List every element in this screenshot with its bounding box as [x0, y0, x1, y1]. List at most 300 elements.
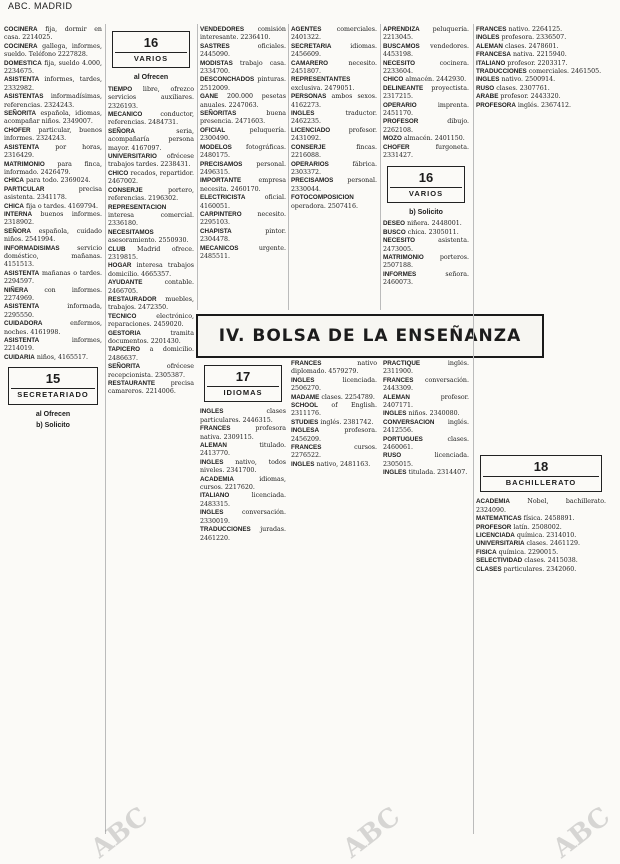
subsection-request: b) Solicito — [36, 422, 70, 430]
ad-text: chica. 2305011. — [407, 228, 459, 236]
ad-heading: FRANCES — [200, 425, 231, 433]
ad-heading: ITALIANO — [476, 59, 506, 67]
ad-text: furgoneta. 2331427. — [383, 143, 469, 160]
ad-heading: MECANICOS — [200, 244, 239, 252]
classified-ad — [291, 93, 377, 110]
classified-ad — [200, 408, 286, 425]
ad-text: clases. 2461129. — [526, 540, 581, 548]
ad-text: pinturas. 2512009. — [200, 76, 286, 92]
classified-ad — [476, 51, 606, 59]
classified-ad — [200, 211, 286, 228]
ads-list — [383, 26, 469, 161]
watermark-logo: ABC — [337, 801, 406, 864]
ad-heading: ASISTENTA — [4, 143, 40, 151]
classified-ad — [4, 287, 102, 304]
classified-ad — [108, 346, 194, 363]
ad-text: comerciales. 2401322. — [291, 26, 377, 42]
classified-ad — [4, 337, 102, 354]
classified-ad — [383, 60, 469, 77]
classified-ad — [383, 43, 469, 60]
ad-heading: ALEMAN — [476, 42, 503, 50]
ad-heading: RUSO — [476, 84, 495, 92]
ad-text: licenciada. 2305015. — [383, 452, 469, 468]
ad-heading: PROFESOR — [383, 118, 419, 126]
classified-ad — [108, 111, 194, 128]
classified-ad — [291, 394, 377, 402]
classified-ad — [108, 170, 194, 187]
ad-heading: PORTUGUES — [383, 435, 423, 443]
section-number: 16 — [418, 169, 434, 185]
classified-ad — [200, 425, 286, 442]
classified-ad — [4, 245, 102, 270]
ad-text: 200.000 pesetas anuales. 2247063. — [200, 93, 286, 109]
classified-ad — [4, 144, 102, 161]
ad-heading: SEÑORITA — [4, 110, 37, 118]
classified-ad — [476, 26, 606, 34]
classified-ad — [383, 144, 469, 161]
ad-text: peluquería. 2213045. — [383, 26, 469, 42]
ad-heading: GESTORIA — [108, 329, 141, 337]
classified-ad — [476, 532, 606, 540]
ad-text: a domicilio. 2486637. — [108, 346, 194, 362]
ad-text: para todo. 2369024. — [25, 177, 91, 185]
ad-heading: NIÑERA — [4, 286, 29, 294]
ad-text: mañanas o tardes. 2294597. — [4, 269, 102, 286]
ad-text: niños, 4165517. — [36, 353, 89, 361]
ad-text: personal. 2496315. — [200, 160, 286, 176]
ad-heading: ASISTENTAS — [4, 93, 44, 101]
ad-heading: OPERARIOS — [291, 160, 329, 168]
ad-heading: PRECISAMOS — [291, 177, 334, 185]
ad-text: necesito. 2295103. — [200, 210, 286, 227]
section-banner: IV. BOLSA DE LA ENSEÑANZA — [196, 314, 544, 358]
classified-ad — [383, 135, 469, 143]
ad-heading: COCINERA — [4, 42, 38, 50]
classified-ad — [4, 211, 102, 228]
section-bachillerato — [480, 455, 602, 492]
classified-ad — [108, 204, 194, 229]
column-1 — [4, 26, 102, 846]
ad-text: interesa trabajos domicilio. 4665357. — [108, 262, 194, 278]
classified-ad — [108, 229, 194, 246]
ads-list — [108, 86, 194, 397]
classified-ad — [4, 320, 102, 337]
ad-text: cocinera. 2233604. — [383, 59, 469, 76]
ad-heading: APRENDIZA — [383, 26, 420, 33]
ad-text: peluquería. 2300490. — [200, 126, 286, 143]
section-number: 17 — [235, 369, 251, 384]
ad-heading: FRANCES — [476, 26, 507, 33]
ad-heading: MADAME — [291, 393, 320, 401]
classified-ad — [200, 526, 286, 543]
ad-heading: DOMESTICA — [4, 59, 42, 67]
classified-ad — [383, 26, 469, 43]
ad-text: of English. 2311176. — [291, 402, 377, 418]
ad-heading: LICENCIADO — [291, 126, 331, 134]
classified-ad — [291, 127, 377, 144]
ad-text: almacén. 2442930. — [405, 76, 467, 84]
idiomas-column-2 — [291, 360, 377, 830]
ad-text: buena presencia. 2471603. — [200, 110, 286, 126]
ad-text: clases particulares. 2446315. — [200, 408, 286, 424]
ad-text: fija, dormir en casa. 2214025. — [4, 26, 102, 42]
ad-text: necesito. 2451807. — [291, 59, 377, 76]
ad-heading: FRANCESA — [476, 51, 511, 59]
ad-heading: NECESITAMOS — [108, 228, 154, 236]
classified-ad — [291, 461, 377, 469]
classified-ad — [4, 60, 102, 77]
classified-ad — [108, 313, 194, 330]
ad-heading: OPERARIO — [383, 101, 417, 109]
ad-text: Nobel, bachillerato. 2324090. — [476, 498, 606, 514]
ad-heading: DESCONCHADOS — [200, 76, 255, 84]
ad-text: nativo. 2264125. — [508, 26, 563, 33]
ad-heading: ASISTENTA — [4, 303, 40, 311]
classified-ad — [4, 228, 102, 245]
ad-text: profesor. 2407171. — [383, 393, 469, 410]
classified-ad — [476, 566, 606, 574]
ad-heading: ASISTENTA — [4, 337, 40, 345]
ad-heading: PRECISAMOS — [200, 160, 243, 168]
ad-text: Madrid ofrece. 2319815. — [108, 245, 194, 261]
ad-heading: TRADUCCIONES — [476, 68, 527, 76]
classified-ad — [4, 76, 102, 93]
ad-heading: SASTRES — [200, 42, 230, 50]
ad-text: ofrécese recepcionista. 2305387. — [108, 363, 194, 379]
ad-heading: ASISTENTA — [4, 269, 40, 277]
ad-text: precisa asistenta. 2341178. — [4, 185, 102, 202]
classified-ad — [200, 177, 286, 194]
ad-heading: RESTAURANTE — [108, 380, 156, 388]
classified-ad — [108, 262, 194, 279]
classified-ad — [476, 60, 606, 68]
ad-text: asistenta. 2473005. — [383, 237, 469, 253]
idiomas-column-3 — [383, 360, 469, 830]
ad-heading: REPRESENTACION — [108, 203, 167, 211]
classified-ad — [383, 102, 469, 119]
ad-heading: CONSERJE — [291, 143, 326, 151]
ad-text: informadísimas, referencias. 2324243. — [4, 93, 102, 109]
column-4 — [291, 26, 377, 312]
classified-ad — [291, 419, 377, 427]
ad-heading: HOGAR — [108, 262, 132, 270]
classified-ad — [108, 279, 194, 296]
section-title: SECRETARIADO — [11, 388, 95, 399]
classified-ad — [291, 377, 377, 394]
ad-heading: CUIDARIA — [4, 353, 35, 361]
column-divider — [473, 24, 474, 834]
ad-text: dibujo. 2262108. — [383, 118, 469, 134]
classified-ad — [200, 442, 286, 459]
ad-heading: PERSONAS — [291, 93, 327, 101]
ad-text: comerciales. 2461505. — [528, 68, 602, 76]
ad-text: niños. 2340080. — [408, 410, 460, 418]
ad-text: niñera. 2448001. — [407, 220, 462, 228]
watermark-logo: ABC — [85, 801, 154, 864]
section-idiomas — [204, 365, 282, 402]
ad-text: titulado. 2413770. — [200, 442, 286, 458]
ad-heading: FISICA — [476, 548, 497, 556]
classified-ad — [291, 76, 377, 93]
ad-heading: INGLESA — [291, 427, 319, 435]
ad-heading: AGENTES — [291, 26, 322, 33]
ad-heading: CONSERJE — [108, 186, 143, 194]
classified-ad — [291, 194, 377, 211]
classified-ad — [383, 76, 469, 84]
ad-text: inglés. 2311900. — [383, 360, 469, 376]
ad-text: titulada. 2314407. — [408, 469, 468, 477]
classified-ad — [4, 161, 102, 178]
ads-list — [291, 26, 377, 211]
ad-heading: INFORMES — [383, 270, 417, 278]
classified-ad — [4, 110, 102, 127]
ad-heading: FOTOCOMPOSICION — [291, 194, 354, 202]
ad-heading: CHOFER — [4, 126, 31, 134]
ad-text: clases. 2460061. — [383, 435, 469, 452]
column-5 — [383, 26, 469, 312]
classified-ad — [383, 469, 469, 477]
ad-heading: PROFESORA — [476, 101, 516, 109]
classified-ad — [200, 76, 286, 93]
ad-text: fija, sueldo 4.000, 2234675. — [4, 59, 102, 76]
ad-heading: TIEMPO — [108, 85, 133, 93]
classified-ad — [4, 127, 102, 144]
ad-text: muebles, trabajos. 2472350. — [108, 295, 194, 312]
ad-text: electrónico, reparaciones. 2459020. — [108, 312, 194, 329]
ad-heading: CHOFER — [383, 143, 410, 151]
ad-heading: INTERNA — [4, 210, 32, 218]
ad-heading: CHICA — [4, 202, 24, 210]
ad-text: urgente. 2485511. — [200, 244, 286, 260]
classified-ad — [476, 540, 606, 548]
ad-text: licenciada. 2506270. — [291, 376, 377, 393]
ad-heading: INGLES — [200, 458, 224, 466]
ad-text: vendedores. 4453198. — [383, 42, 469, 59]
classified-ad — [291, 26, 377, 43]
ads-list — [383, 220, 469, 287]
ad-text: conversación. 2330019. — [200, 509, 286, 525]
classified-ad — [476, 43, 606, 51]
ad-text: clases. 2307761. — [496, 84, 550, 92]
ad-text: inglés. 2367412. — [517, 101, 572, 109]
ads-list — [383, 360, 469, 478]
ad-text: gallega, informes, sueldo. Teléfono 2227828. — [4, 42, 102, 59]
ad-text: fotográficas. 2480175. — [200, 143, 286, 160]
ad-heading: MATEMATICAS — [476, 515, 522, 523]
section-number: 16 — [143, 35, 159, 50]
classified-ad — [4, 26, 102, 43]
ad-heading: ASISTENTA — [4, 76, 40, 84]
ad-heading: FRANCES — [383, 376, 414, 384]
classified-ad — [200, 194, 286, 211]
section-varios — [112, 31, 190, 68]
ad-heading: SEÑORA — [108, 127, 135, 135]
classified-ad — [108, 296, 194, 313]
ad-heading: AYUDANTE — [108, 279, 143, 287]
ad-text: recados, repartidor. 2467002. — [108, 169, 194, 186]
ad-text: profesora. 2336507. — [501, 34, 567, 42]
classified-ad — [291, 144, 377, 161]
classified-ad — [200, 26, 286, 43]
ad-text: imprenta. 2451170. — [383, 101, 469, 118]
ad-heading: CHICO — [108, 169, 129, 177]
classified-ad — [200, 228, 286, 245]
ad-heading: NECESITO — [383, 59, 416, 67]
classified-ad — [383, 410, 469, 418]
classified-ad — [383, 271, 469, 288]
classified-ad — [108, 363, 194, 380]
classified-ad — [383, 118, 469, 135]
ad-text: española, cuidado niños. 2541994. — [4, 227, 102, 244]
ad-text: particular, buenos informes. 2324243. — [4, 126, 102, 143]
classified-ad — [200, 459, 286, 476]
ad-heading: INGLES — [291, 110, 315, 118]
ad-heading: REPRESENTANTES — [291, 76, 351, 84]
subsection-request: b) Solicito — [409, 208, 443, 216]
classified-ad — [200, 492, 286, 509]
section-number: 15 — [45, 371, 61, 387]
ad-text: fábrica. 2303372. — [291, 160, 377, 176]
ad-heading: BUSCAMOS — [383, 42, 420, 50]
ad-text: clases. 2478601. — [504, 42, 559, 50]
ad-heading: CLUB — [108, 245, 126, 253]
classified-ad — [291, 177, 377, 194]
ad-heading: INGLES — [383, 410, 407, 418]
classified-ad — [476, 498, 606, 515]
ad-text: ambos sexos. 4162273. — [291, 93, 377, 109]
ad-heading: ARABE — [476, 93, 499, 101]
ad-heading: CARPINTERO — [200, 210, 242, 218]
classified-ad — [291, 402, 377, 419]
classified-ad — [476, 557, 606, 565]
ad-heading: SCHOOL — [291, 402, 318, 410]
ad-text: licenciada. 2483315. — [200, 492, 286, 508]
classified-ad — [383, 237, 469, 254]
ad-text: conversación. 2443309. — [383, 376, 469, 393]
ad-heading: ALEMAN — [200, 442, 227, 450]
ads-list — [291, 360, 377, 469]
ad-text: comisión interesante. 2236410. — [200, 26, 286, 42]
ad-text: fincas. 2216088. — [291, 143, 377, 160]
classified-ad — [200, 93, 286, 110]
ad-text: clases. 2254789. — [321, 393, 375, 401]
classified-ad — [4, 93, 102, 110]
ad-text: física. 2458891. — [523, 515, 575, 523]
ad-heading: UNIVERSITARIA — [476, 540, 525, 548]
ad-heading: CLASES — [476, 565, 502, 573]
classified-ad — [4, 303, 102, 320]
column-divider — [105, 24, 106, 834]
column-2 — [108, 26, 194, 846]
classified-ad — [291, 110, 377, 127]
classified-ad — [476, 549, 606, 557]
bachillerato-column — [476, 450, 606, 830]
ad-text: precisa camareros. 2214006. — [108, 380, 194, 396]
classified-ad — [200, 127, 286, 144]
ad-heading: CHICO — [383, 76, 404, 84]
classified-ad — [383, 229, 469, 237]
ad-text: oficial. 4160051. — [200, 194, 286, 210]
classified-ad — [291, 444, 377, 461]
classified-ad — [476, 515, 606, 523]
section-varios-b — [387, 166, 465, 203]
ad-heading: IMPORTANTE — [200, 177, 242, 185]
ad-heading: CONVERSACION — [383, 418, 435, 426]
classified-ad — [476, 76, 606, 84]
classified-ad — [476, 85, 606, 93]
ad-heading: STUDIES — [291, 418, 319, 426]
watermark-logo: ABC — [547, 801, 616, 864]
ad-text: química. 2314010. — [516, 532, 577, 540]
classified-ad — [108, 330, 194, 347]
classified-ad — [383, 377, 469, 394]
classified-ad — [383, 254, 469, 271]
ad-text: informes, tardes, 2332982. — [4, 76, 102, 92]
classified-ad — [291, 43, 377, 60]
ad-heading: MODELOS — [200, 143, 232, 151]
ad-text: tramita documentos. 2201430. — [108, 329, 194, 345]
classified-ad — [291, 161, 377, 178]
classified-ad — [383, 85, 469, 102]
ad-heading: PROFESOR — [476, 523, 512, 531]
ad-heading: GANE — [200, 93, 219, 101]
ad-heading: ACADEMIA — [476, 498, 510, 506]
ad-text: química. 2290015. — [498, 548, 559, 556]
classified-ad — [108, 380, 194, 397]
classified-ad — [476, 524, 606, 532]
ad-heading: ALEMAN — [383, 393, 410, 401]
classified-ad — [383, 419, 469, 436]
ad-text: inglés. 2381742. — [320, 418, 374, 426]
classified-ad — [383, 452, 469, 469]
ad-heading: MATRIMONIO — [383, 253, 424, 261]
classified-ad — [108, 187, 194, 204]
ad-heading: INGLES — [291, 376, 315, 384]
ad-heading: NECESITO — [383, 237, 416, 245]
ad-heading: INGLES — [383, 469, 407, 477]
ad-heading: TAPICERO — [108, 346, 141, 354]
classified-ad — [476, 93, 606, 101]
ad-text: servicio doméstico, mañanas. 4151513. — [4, 244, 102, 269]
classified-ad — [108, 86, 194, 111]
classified-ad — [108, 246, 194, 263]
section-title: BACHILLERATO — [483, 476, 599, 487]
ad-text: por horas, 2316429. — [4, 143, 102, 160]
ad-text: ofrécese trabajos tardes. 2238431. — [108, 153, 194, 169]
classified-ad — [476, 68, 606, 76]
classified-ad — [476, 102, 606, 110]
classified-ad — [200, 161, 286, 178]
ad-text: empresa necesita. 2460170. — [200, 177, 286, 193]
ad-heading: MOZO — [383, 135, 402, 143]
ad-heading: INGLES — [291, 460, 315, 468]
ad-heading: INFORMADISIMAS — [4, 244, 60, 252]
ad-text: conductor, referencias. 2484731. — [108, 111, 194, 127]
ad-heading: LICENCIADA — [476, 532, 515, 540]
ads-list — [4, 26, 102, 362]
ad-text: cursos. 2276522. — [291, 444, 377, 460]
column-3 — [200, 26, 286, 312]
classified-ad — [383, 436, 469, 453]
classified-ad — [383, 394, 469, 411]
ads-list — [476, 498, 606, 574]
ad-text: pintor. 2304478. — [200, 227, 286, 244]
ad-text: clases. 2415038. — [524, 557, 578, 565]
classified-ad — [383, 220, 469, 228]
ad-text: para finca, informado. 2426479. — [4, 160, 102, 176]
section-title: VARIOS — [115, 52, 187, 63]
classified-ad — [4, 43, 102, 60]
